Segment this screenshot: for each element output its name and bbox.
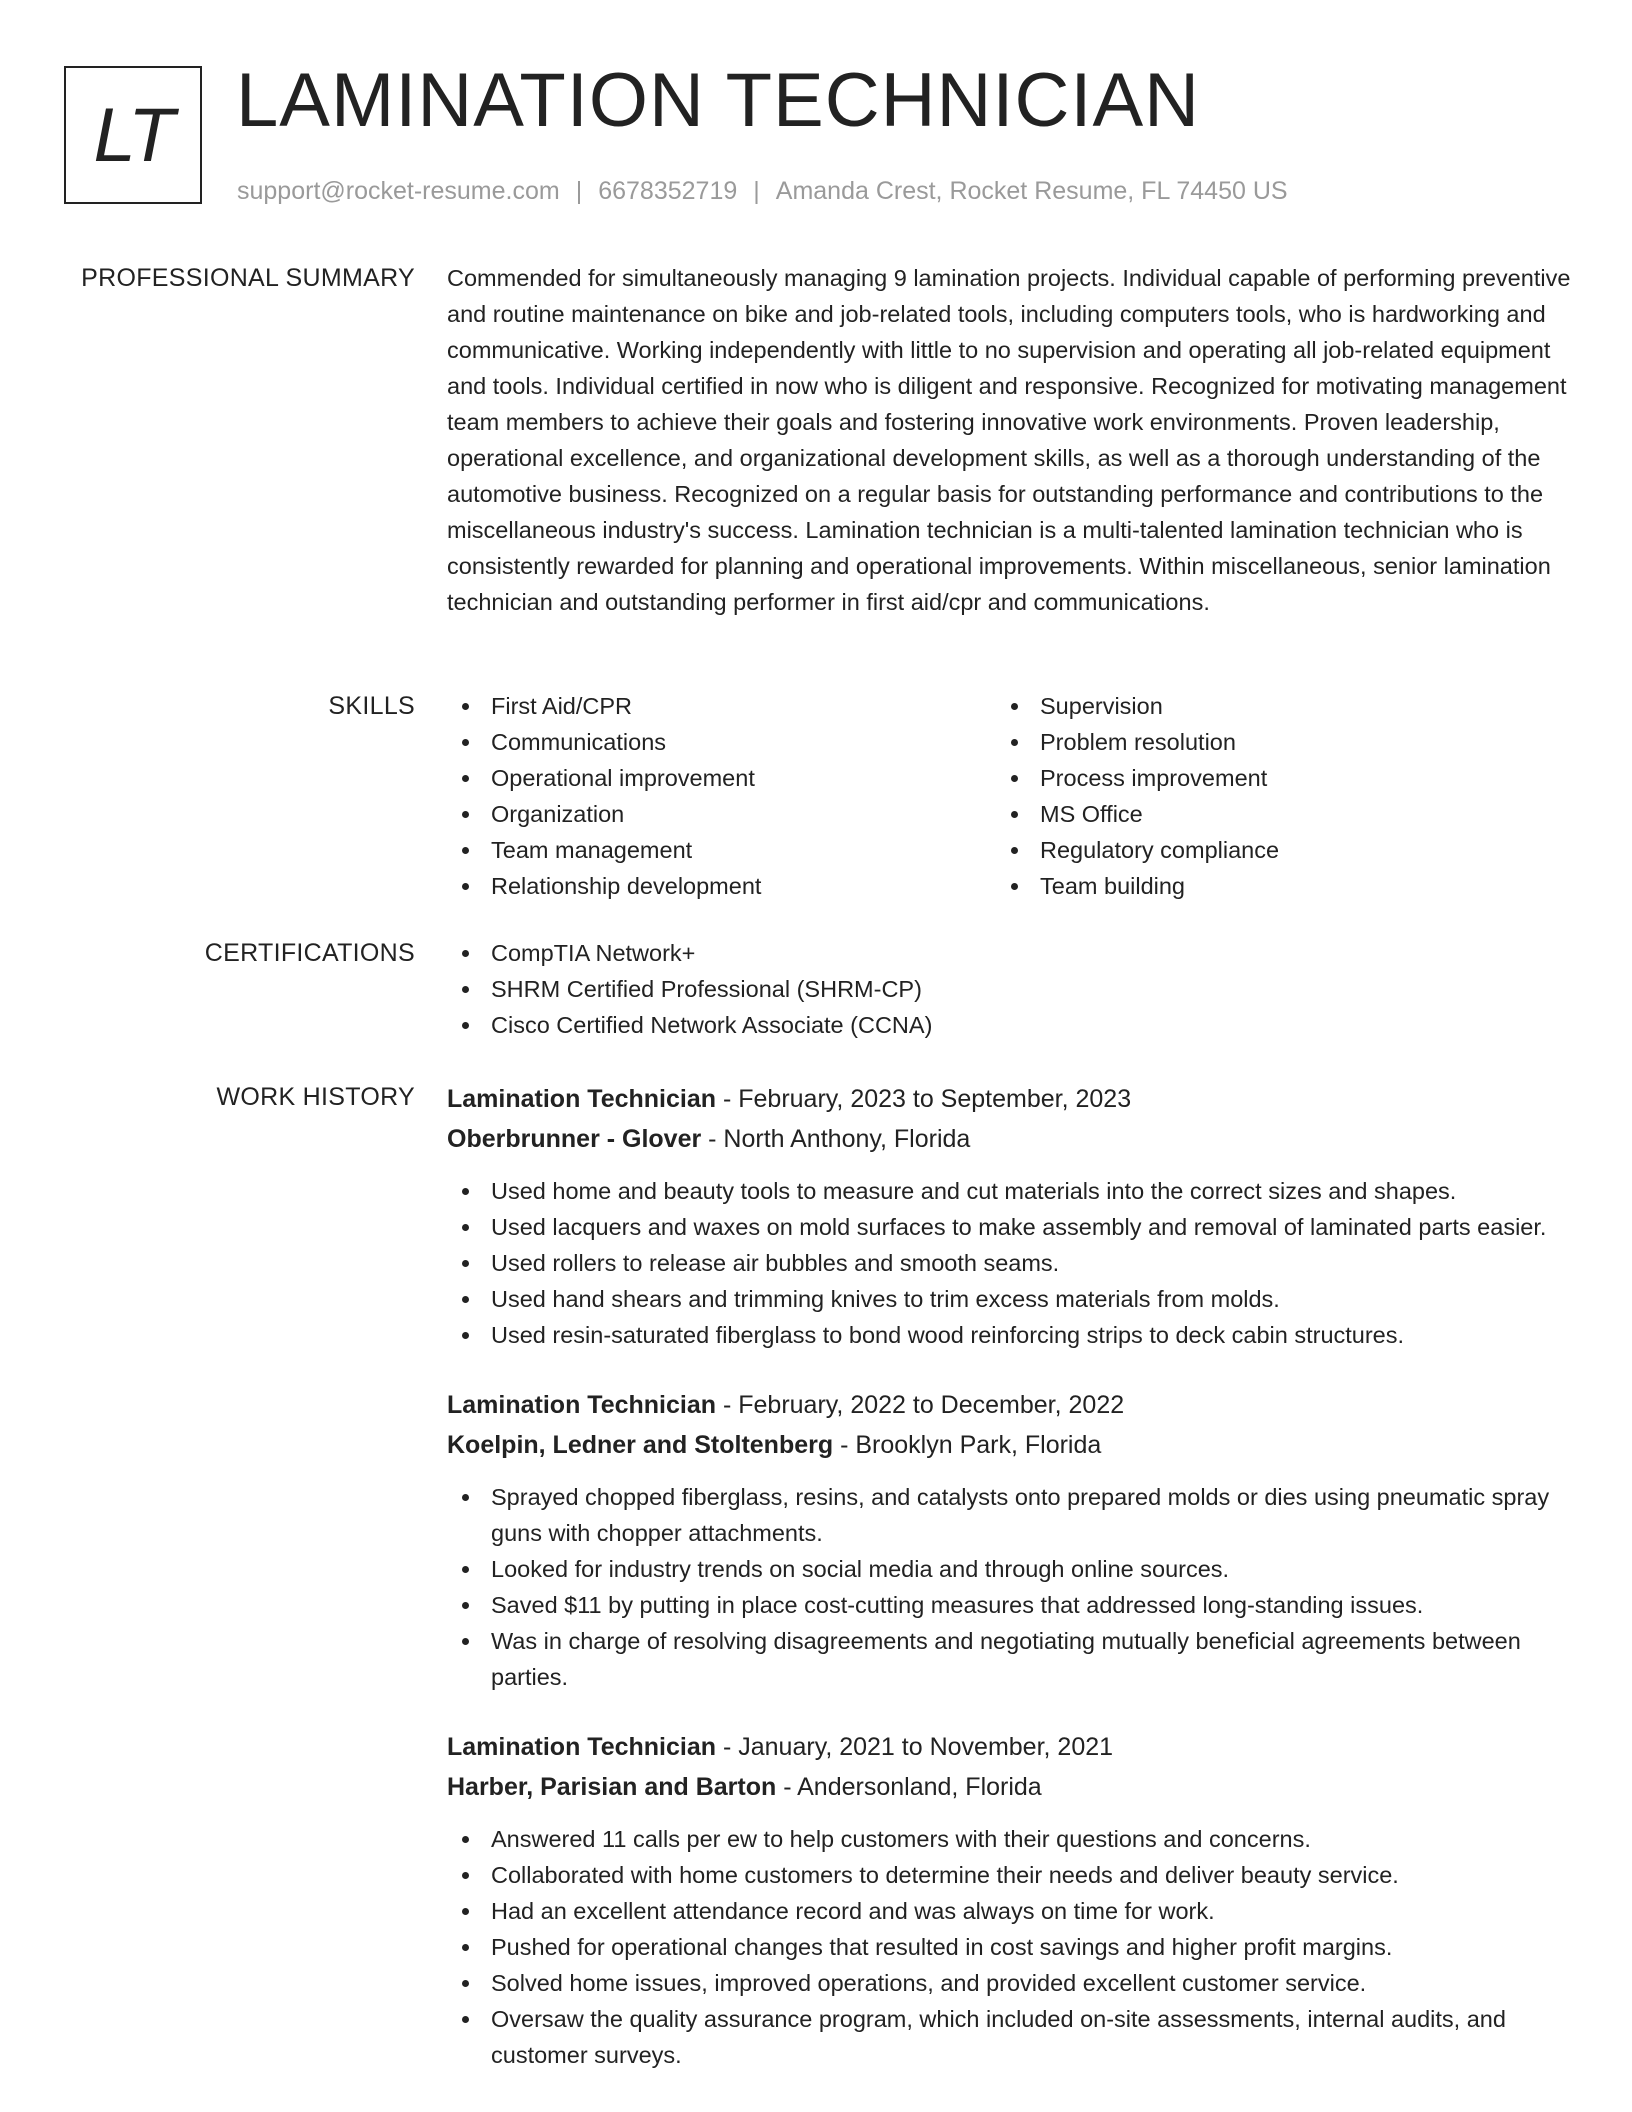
job-duty: Used home and beauty tools to measure and cut materials into the correct sizes and shapes.: [447, 1173, 1572, 1209]
job-duty: Pushed for operational changes that resulted in cost savings and higher profit margins.: [447, 1929, 1572, 1965]
job-duties-list: [447, 1821, 1572, 2073]
job-title-line: [447, 1079, 1572, 1119]
skills-list-right: [996, 688, 1545, 904]
job-dates: - January, 2021 to November, 2021: [716, 1733, 1114, 1761]
skills-list-left: [447, 688, 996, 904]
job-dates: - February, 2023 to September, 2023: [716, 1085, 1132, 1113]
job-duty: Had an excellent attendance record and was always on time for work.: [447, 1893, 1572, 1929]
job-location: - Andersonland, Florida: [776, 1773, 1042, 1801]
skill-item: Team building: [996, 868, 1545, 904]
job-duty: Used hand shears and trimming knives to trim excess materials from molds.: [447, 1281, 1572, 1317]
certification-item: SHRM Certified Professional (SHRM-CP): [447, 971, 1572, 1007]
contact-phone[interactable]: 6678352719: [598, 177, 738, 205]
certification-item: Cisco Certified Network Associate (CCNA): [447, 1007, 1572, 1043]
job-company-line: [447, 1119, 1572, 1159]
job-duty: Used resin-saturated fiberglass to bond wood reinforcing strips to deck cabin structures.: [447, 1317, 1572, 1353]
contact-email[interactable]: support@rocket-resume.com: [237, 177, 560, 205]
certification-item: CompTIA Network+: [447, 935, 1572, 971]
skills-heading: SKILLS: [328, 692, 415, 720]
skills-columns: [447, 688, 1572, 904]
skills-body: [447, 688, 1572, 904]
skill-item: MS Office: [996, 796, 1545, 832]
job-title: Lamination Technician: [447, 1085, 717, 1113]
job-duty: Answered 11 calls per ew to help customers with their questions and concerns.: [447, 1821, 1572, 1857]
monogram-logo: [64, 66, 202, 204]
summary-text: Commended for simultaneously managing 9 lamination projects. Individual capable of performing preventive and routine maintenance on bike and job-related tools, including computers tools, who is hardworking and communicative. Working independently with little to no supervision and operating all job-related equipment and tools. Individual certified in now who is diligent and responsive. Recognized for motivating management team members to achieve their goals and fostering innovative work environments. Proven leadership, operational excellence, and organizational development skills, as well as a thorough understanding of the automotive business. Recognized on a regular basis for outstanding performance and contributions to the miscellaneous industry's success. Lamination technician is a multi-talented lamination technician who is consistently rewarded for planning and operational improvements. Within miscellaneous, senior lamination technician and outstanding performer in first aid/cpr and communications.: [447, 265, 1571, 615]
job-entry: [447, 1079, 1572, 1353]
job-entry: [447, 1727, 1572, 2073]
skill-item: Communications: [447, 724, 996, 760]
job-duty: Sprayed chopped fiberglass, resins, and catalysts onto prepared molds or dies using pneumatic spray guns with chopper attachments.: [447, 1479, 1572, 1551]
resume-name: LAMINATION TECHNICIAN: [236, 58, 1201, 143]
job-company-line: [447, 1425, 1572, 1465]
job-location: - Brooklyn Park, Florida: [833, 1431, 1102, 1459]
job-company: Koelpin, Ledner and Stoltenberg: [447, 1431, 834, 1459]
certifications-body: [447, 935, 1572, 1043]
skill-item: Team management: [447, 832, 996, 868]
work-history-heading: WORK HISTORY: [216, 1083, 415, 1111]
contact-address: Amanda Crest, Rocket Resume, FL 74450 US: [775, 177, 1288, 205]
job-duty: Used rollers to release air bubbles and smooth seams.: [447, 1245, 1572, 1281]
summary-heading: PROFESSIONAL SUMMARY: [81, 264, 415, 292]
job-duty: Used lacquers and waxes on mold surfaces to make assembly and removal of laminated parts easier.: [447, 1209, 1572, 1245]
skill-item: First Aid/CPR: [447, 688, 996, 724]
skill-item: Relationship development: [447, 868, 996, 904]
contact-line: [237, 174, 1288, 208]
skill-item: Organization: [447, 796, 996, 832]
job-title-line: [447, 1727, 1572, 1767]
job-title-line: [447, 1385, 1572, 1425]
job-duty: Oversaw the quality assurance program, which included on-site assessments, internal audits, and customer surveys.: [447, 2001, 1572, 2073]
job-duty: Saved $11 by putting in place cost-cutting measures that addressed long-standing issues.: [447, 1587, 1572, 1623]
job-duty: Collaborated with home customers to determine their needs and deliver beauty service.: [447, 1857, 1572, 1893]
job-location: - North Anthony, Florida: [701, 1125, 971, 1153]
job-title: Lamination Technician: [447, 1733, 717, 1761]
job-duty: Was in charge of resolving disagreements and negotiating mutually beneficial agreements between parties.: [447, 1623, 1572, 1695]
contact-separator: |: [753, 177, 760, 205]
certifications-list: [447, 935, 1572, 1043]
contact-separator: |: [575, 177, 583, 205]
certifications-heading: CERTIFICATIONS: [204, 939, 415, 967]
job-duties-list: [447, 1479, 1572, 1695]
job-company: Harber, Parisian and Barton: [447, 1773, 777, 1801]
skill-item: Operational improvement: [447, 760, 996, 796]
job-dates: - February, 2022 to December, 2022: [716, 1391, 1125, 1419]
skill-item: Problem resolution: [996, 724, 1545, 760]
job-company-line: [447, 1767, 1572, 1807]
work-history-body: [447, 1079, 1572, 2105]
skill-item: Supervision: [996, 688, 1545, 724]
job-duty: Looked for industry trends on social media and through online sources.: [447, 1551, 1572, 1587]
job-entry: [447, 1385, 1572, 1695]
job-title: Lamination Technician: [447, 1391, 717, 1419]
summary-body: [447, 260, 1572, 620]
monogram-text: LT: [93, 92, 173, 178]
job-duties-list: [447, 1173, 1572, 1353]
skill-item: Process improvement: [996, 760, 1545, 796]
job-company: Oberbrunner - Glover: [447, 1125, 702, 1153]
job-duty: Solved home issues, improved operations, and provided excellent customer service.: [447, 1965, 1572, 2001]
skill-item: Regulatory compliance: [996, 832, 1545, 868]
